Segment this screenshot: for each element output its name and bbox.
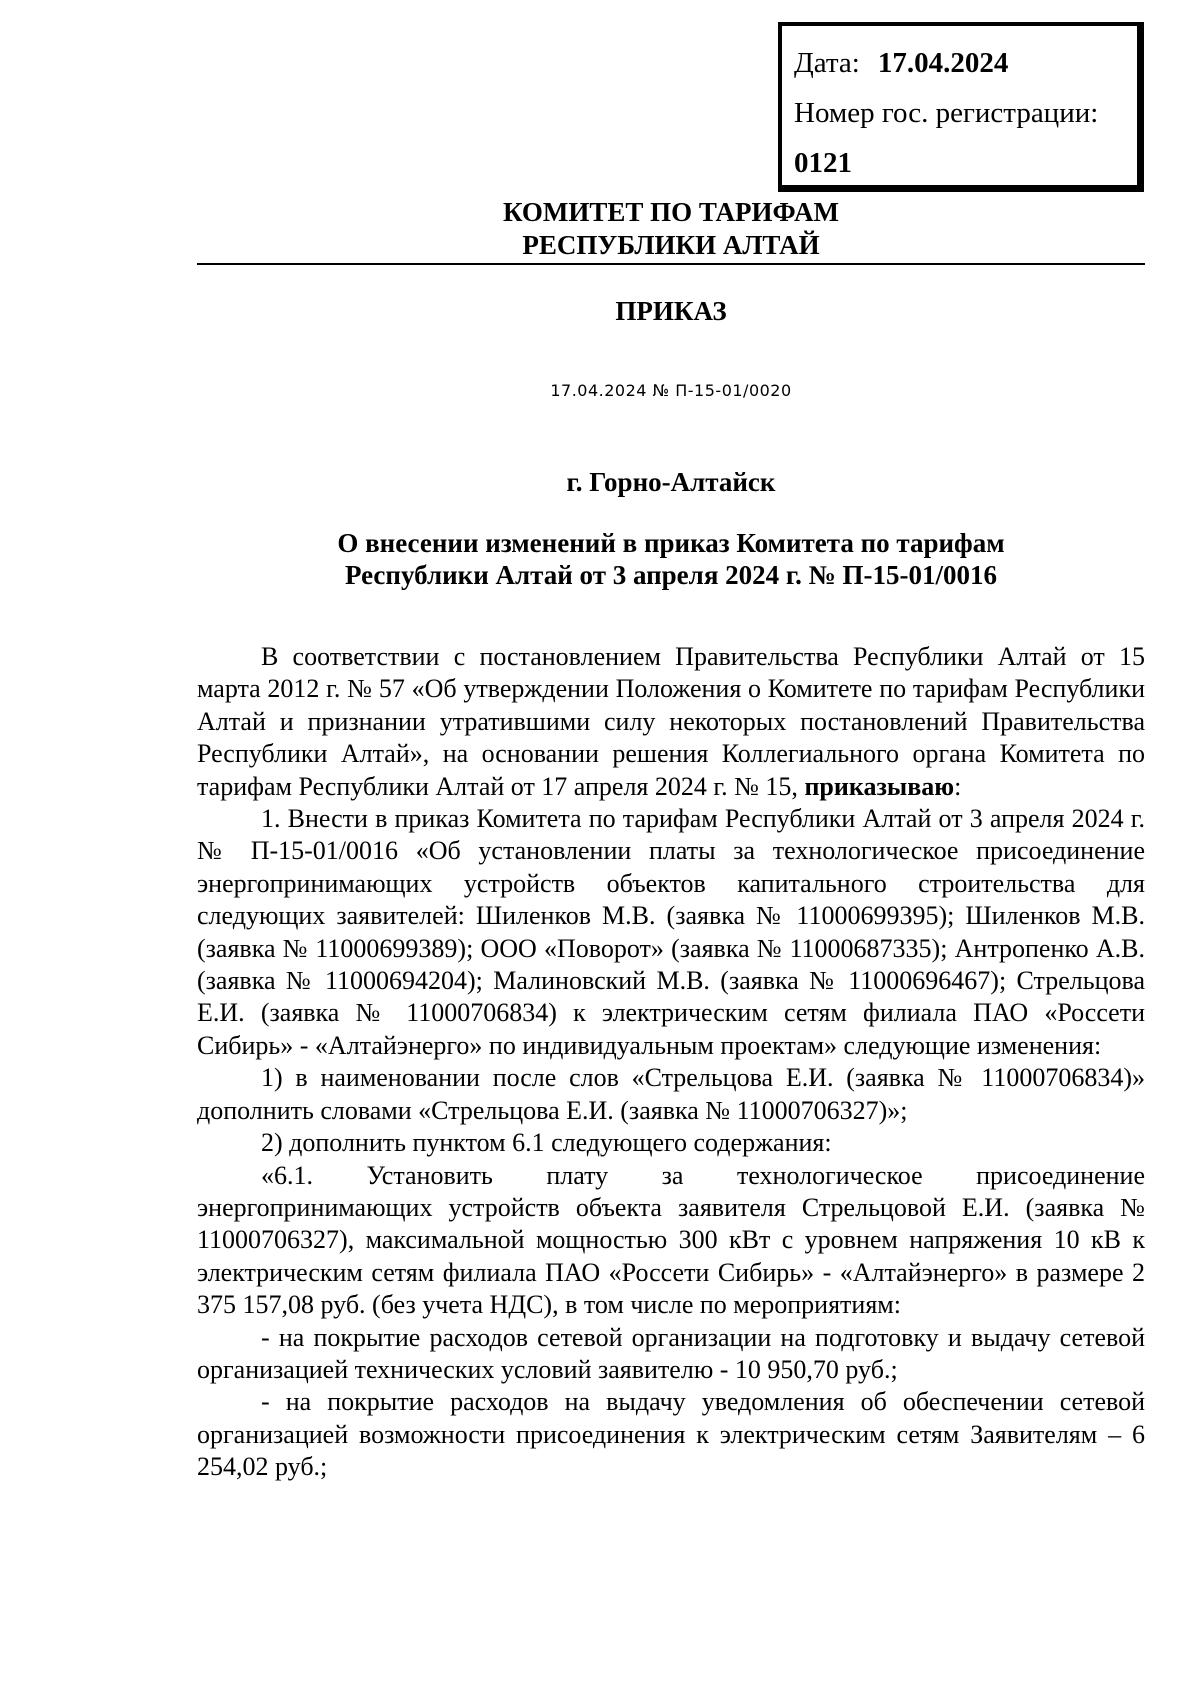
preamble-paragraph [197,641,1145,803]
registration-date-value: 17.04.2024 [877,47,1009,79]
header-divider [197,263,1145,265]
order-subject [0,527,1200,591]
subitem-2-paragraph: 2) дополнить пунктом 6.1 следующего содержания: [261,1128,832,1158]
subject-line-1: О внесении изменений в приказ Комитета по тарифам [337,528,1005,558]
order-date-number: 17.04.2024 № П-15-01/0020 [550,381,792,400]
subitem-1-paragraph: 1) в наименовании после слов «Стрельцова Е.И. (заявка № 11000706834)» дополнить словами «Стрельцова Е.И. (заявка № 11000706327)»; [197,1063,1145,1125]
organization-line-1: КОМИТЕТ ПО ТАРИФАМ [502,197,840,227]
document-body [197,641,1145,1484]
organization-name [0,196,1200,262]
registration-stamp [778,22,1144,192]
subject-line-2: Республики Алтай от 3 апреля 2024 г. № П-15-01/0016 [344,560,998,590]
registration-date-line [794,38,1137,88]
dash-item-1: - на покрытие расходов сетевой организации на подготовку и выдачу сетевой организацией технических условий заявителю - 10 950,70 руб.; [197,1322,1145,1384]
order-colon: : [954,771,962,801]
registration-date-label: Дата: [794,47,860,79]
document-type: ПРИКАЗ [615,296,727,326]
organization-line-2: РЕСПУБЛИКИ АЛТАЙ [522,230,820,260]
preamble-text: В соответствии с постановлением Правительства Республики Алтай от 15 марта 2012 г. № 57 «Об утверждении Положения о Комитете по тарифам Республики Алтай и признании утратившими силу некоторых постановлений Правительства Республики Алтай», на основании решения Коллегиального органа Комитета по тарифам Республики Алтай от 17 апреля 2024 г. № 15, [197,642,1145,801]
registration-number-value: 0121 [794,147,852,179]
dash-item-2: - на покрытие расходов на выдачу уведомления об обеспечении сетевой организацией возможности присоединения к электрическим сетям Заявителям – 6 254,02 руб.; [197,1387,1145,1482]
order-word: приказываю [804,771,955,801]
city-name: г. Горно-Алтайск [566,467,776,497]
registration-number-label: Номер гос. регистрации: [794,97,1099,129]
item-1-paragraph: 1. Внести в приказ Комитета по тарифам Республики Алтай от 3 апреля 2024 г. № П-15-01/0016 «Об установлении платы за технологическое присоединение энергопринимающих устройств объектов капитального строительства для следующих заявителей: Шиленков М.В. (заявка № 11000699395); Шиленков М.В. (заявка № 11000699389); ООО «Поворот» (заявка № 11000687335); Антропенко А.В. (заявка № 11000694204); Малиновский М.В. (заявка № 11000696467); Стрельцова Е.И. (заявка № 11000706834) к электрическим сетям филиала ПАО «Россети Сибирь» - «Алтайэнерго» по индивидуальным проектам» следующие изменения: [197,804,1145,1060]
point-6-1-paragraph: «6.1. Установить плату за технологическое присоединение энергопринимающих устройств объекта заявителя Стрельцовой Е.И. (заявка № 11000706327), максимальной мощностью 300 кВт с уровнем напряжения 10 кВ к электрическим сетям филиала ПАО «Россети Сибирь» - «Алтайэнерго» в размере 2 375 157,08 руб. (без учета НДС), в том числе по мероприятиям: [197,1160,1145,1320]
